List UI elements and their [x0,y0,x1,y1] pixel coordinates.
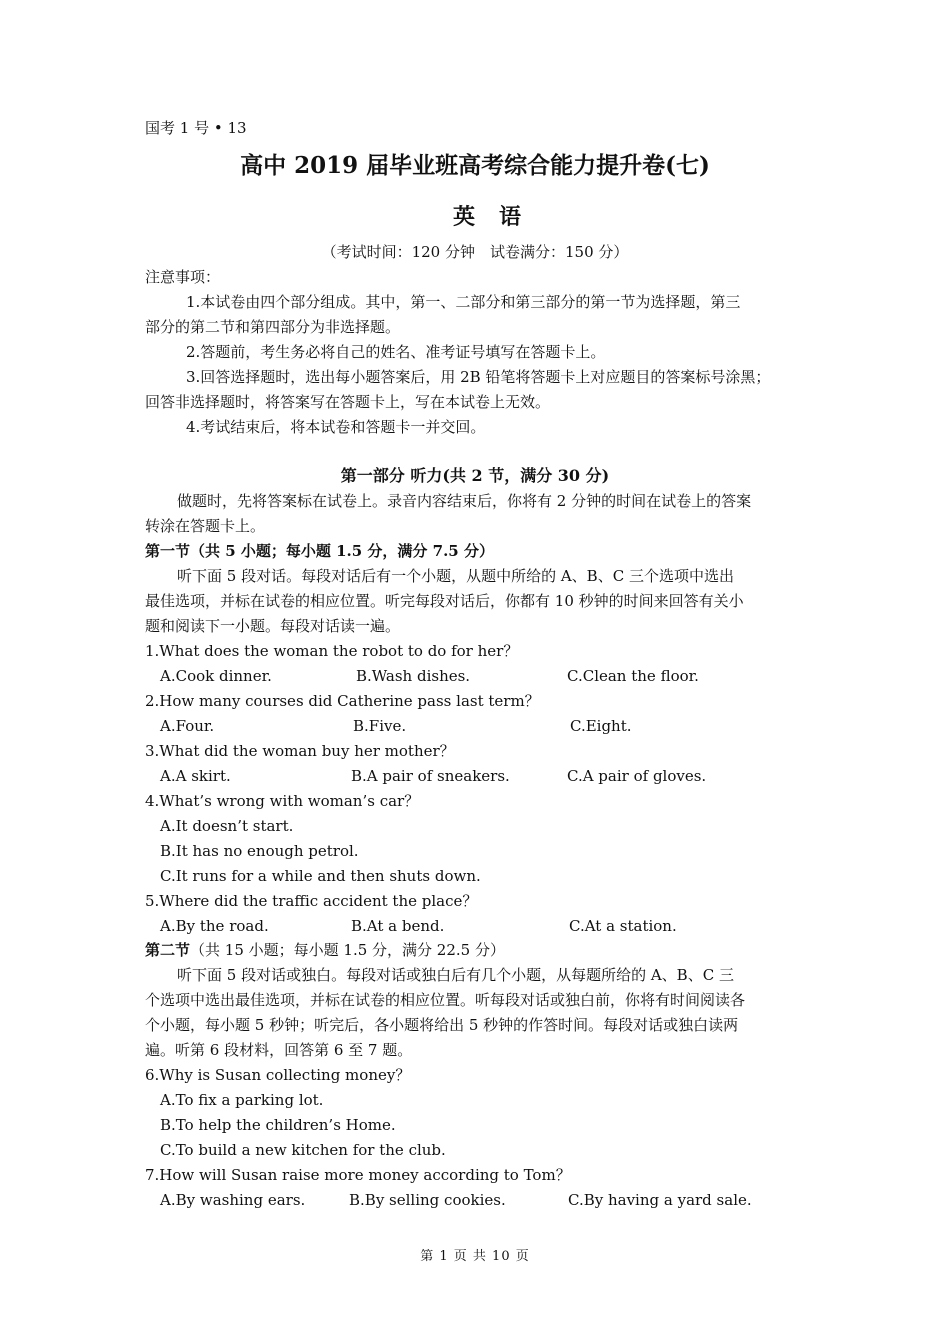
page-footer: 第 1 页 共 10 页 [420,1249,530,1264]
part1-intro-line-1: 做题时，先将答案标在试卷上。录音内容结束后，你将有 2 分钟的时间在试卷上的答案 [177,492,752,510]
section2-instr-line-4: 遍。听第 6 段材料，回答第 6 至 7 题。 [145,1041,413,1059]
section2-heading-detail: （共 15 小题；每小题 1.5 分，满分 22.5 分） [190,941,505,959]
question-7-options [160,1189,810,1211]
section1-instr-line-1: 听下面 5 段对话。每段对话后有一个小题，从题中所给的 A、B、C 三个选项中选出 [177,567,734,585]
section1-instr-line-2: 最佳选项，并标在试卷的相应位置。听完每段对话后，你都有 10 秒钟的时间来回答有关小 [145,592,744,610]
option-a: A.It doesn’t start. [160,817,294,835]
question-2-options [160,715,810,737]
section2-instr-line-2: 个选项中选出最佳选项，并标在试卷的相应位置。听每段对话或独白前，你将有时间阅读各 [145,991,746,1009]
option-a: A.By the road. [160,917,269,935]
note-4: 4.考试结束后，将本试卷和答题卡一并交回。 [186,418,486,436]
option-c: C.Clean the floor. [567,667,699,685]
question-6: 6.Why is Susan collecting money？ [145,1066,411,1084]
section2-instr-line-1: 听下面 5 段对话或独白。每段对话或独白后有几个小题，从每题所给的 A、B、C 三 [177,966,734,984]
question-2: 2.How many courses did Catherine pass last term？ [145,692,540,710]
note-1-line-2: 部分的第二节和第四部分为非选择题。 [145,318,401,336]
exam-code: 国考 1 号 • 13 [145,119,247,137]
note-3-line-2: 回答非选择题时，将答案写在答题卡上，写在本试卷上无效。 [145,393,551,411]
part1-intro-line-2: 转涂在答题卡上。 [145,517,266,535]
option-b: B.Five. [353,717,407,735]
option-b: B.It has no enough petrol. [160,842,359,860]
section2-instr-line-3: 个小题，每小题 5 秒钟；听完后，各小题将给出 5 秒钟的作答时间。每段对话或独白读两 [145,1016,739,1034]
option-b: B.A pair of sneakers. [351,767,510,785]
option-c: C.At a station. [569,917,677,935]
section1-instr-line-3: 题和阅读下一小题。每段对话读一遍。 [145,617,401,635]
note-3-line-1: 3.回答选择题时，选出每小题答案后，用 2B 铅笔将答题卡上对应题目的答案标号涂黑； [186,368,771,386]
option-a: A.Cook dinner. [160,667,272,685]
option-c: C.A pair of gloves. [567,767,707,785]
question-4: 4.What’s wrong with woman’s car？ [145,792,420,810]
option-a: A.Four. [160,717,215,735]
exam-title: 高中 2019 届毕业班高考综合能力提升卷(七) [240,152,710,179]
exam-info: （考试时间：120 分钟 试卷满分：150 分） [321,243,629,261]
note-1-line-1: 1.本试卷由四个部分组成。其中，第一、二部分和第三部分的第一节为选择题，第三 [186,293,741,311]
note-2: 2.答题前，考生务必将自己的姓名、准考证号填写在答题卡上。 [186,343,606,361]
section1-heading: 第一节（共 5 小题；每小题 1.5 分，满分 7.5 分） [145,542,494,560]
option-c: C.Eight. [570,717,632,735]
part1-heading: 第一部分 听力(共 2 节，满分 30 分) [340,466,610,485]
option-b: B.By selling cookies. [349,1191,506,1209]
section2-heading [145,939,810,961]
option-a: A.By washing ears. [160,1191,306,1209]
option-a: A.To fix a parking lot. [160,1091,324,1109]
option-b: B.To help the children’s Home. [160,1116,396,1134]
subject-title: 英语 [452,204,545,230]
question-3: 3.What did the woman buy her mother？ [145,742,455,760]
section2-heading-label: 第二节 [145,941,191,959]
option-c: C.It runs for a while and then shuts down. [160,867,481,885]
question-5-options [160,915,810,937]
question-3-options [160,765,810,787]
question-7: 7.How will Susan raise more money according to Tom？ [145,1166,571,1184]
option-c: C.By having a yard sale. [568,1191,752,1209]
option-c: C.To build a new kitchen for the club. [160,1141,446,1159]
notes-heading: 注意事项： [145,268,221,286]
option-b: B.Wash dishes. [356,667,471,685]
question-1: 1.What does the woman the robot to do for her？ [145,642,519,660]
option-a: A.A skirt. [160,767,231,785]
option-b: B.At a bend. [351,917,445,935]
question-5: 5.Where did the traffic accident the place？ [145,892,478,910]
question-1-options [160,665,810,687]
